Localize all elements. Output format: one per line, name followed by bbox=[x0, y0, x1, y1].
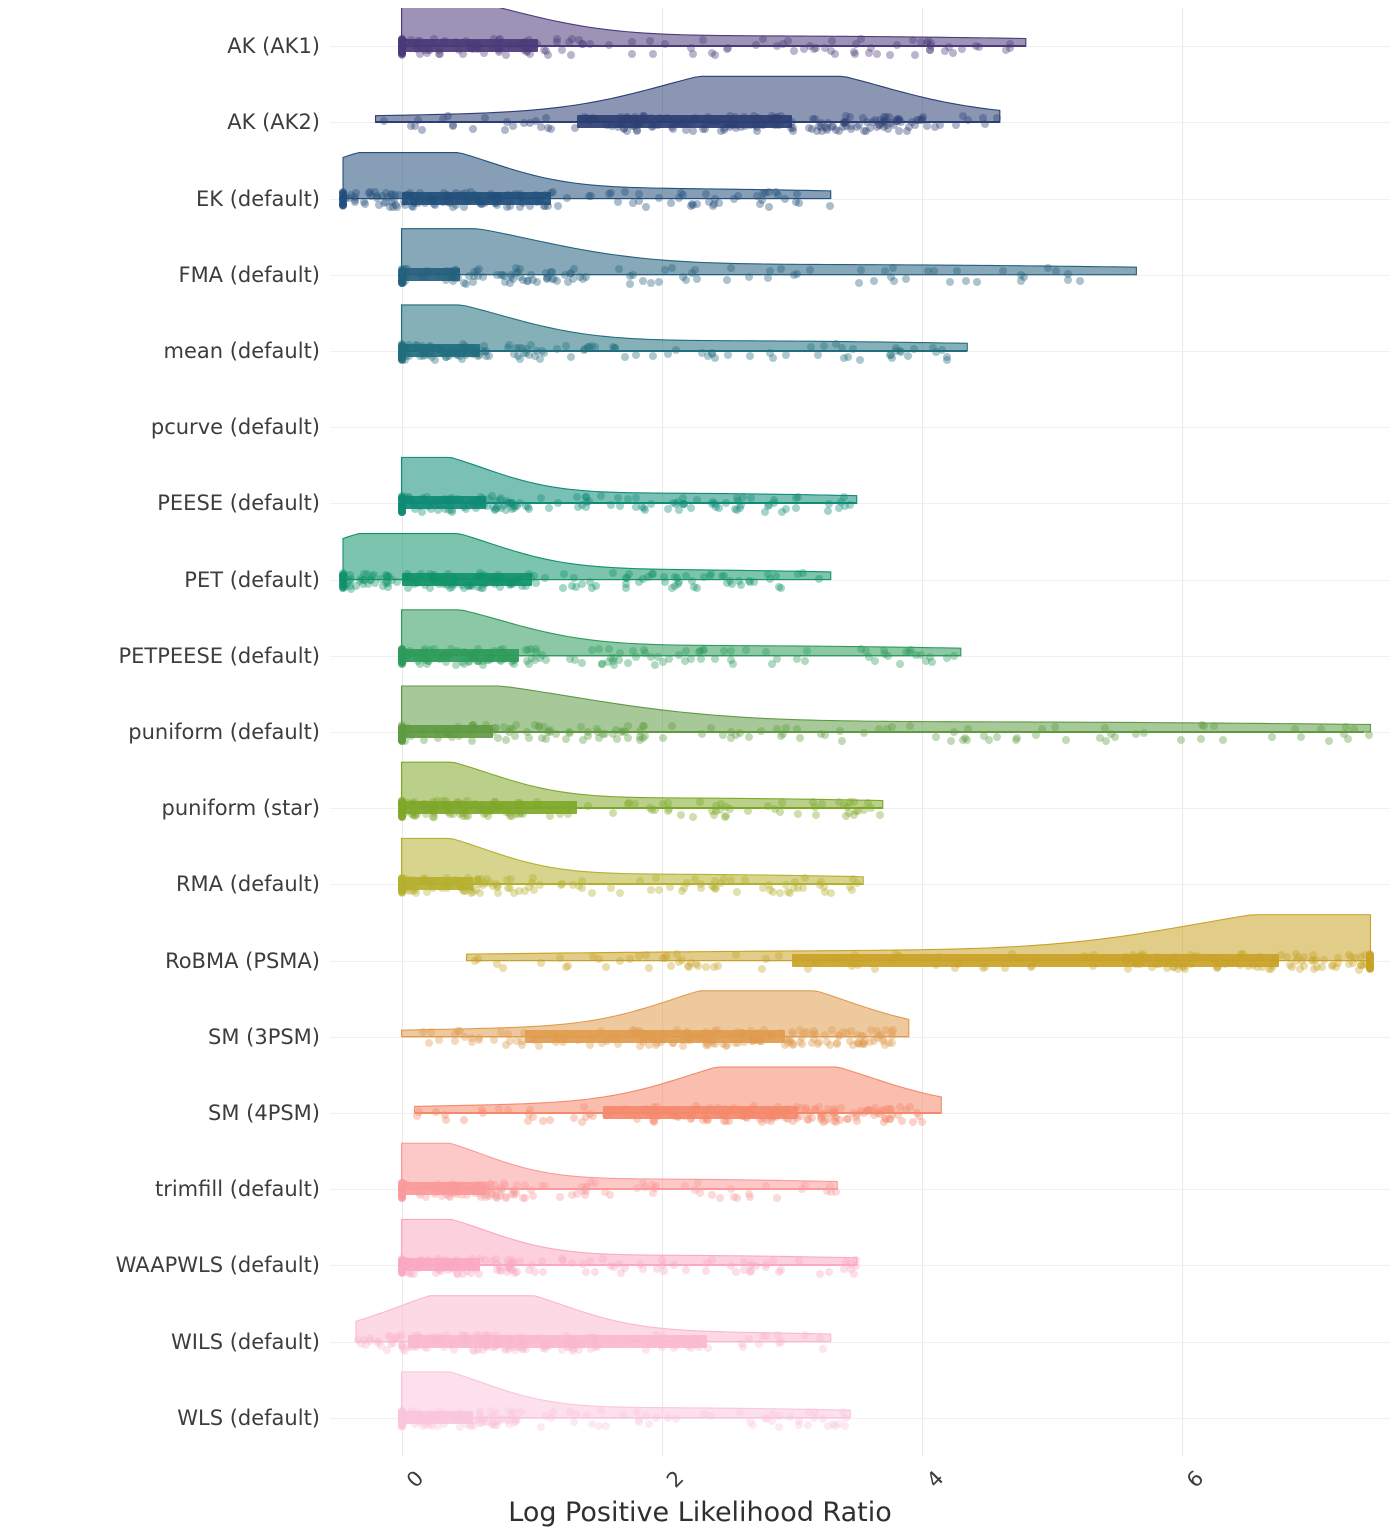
data-point bbox=[752, 41, 760, 49]
category-label: AK (AK1) bbox=[227, 34, 320, 59]
data-point bbox=[565, 38, 573, 46]
category-label: RoBMA (PSMA) bbox=[165, 948, 320, 973]
category-label: WAAPWLS (default) bbox=[115, 1253, 320, 1278]
data-point bbox=[628, 38, 636, 46]
category-label: puniform (star) bbox=[161, 796, 320, 821]
data-point bbox=[661, 40, 669, 48]
data-point bbox=[873, 50, 881, 58]
data-point bbox=[628, 50, 636, 58]
data-point bbox=[790, 47, 798, 55]
data-point bbox=[529, 41, 537, 49]
data-point bbox=[646, 37, 654, 45]
data-point bbox=[398, 46, 406, 54]
category-label: WILS (default) bbox=[171, 1329, 320, 1354]
data-point bbox=[911, 51, 919, 59]
data-point bbox=[724, 44, 732, 52]
data-point bbox=[466, 44, 474, 52]
data-point bbox=[699, 36, 707, 44]
category-label: FMA (default) bbox=[178, 262, 320, 287]
category-label: SM (4PSM) bbox=[208, 1101, 320, 1126]
data-point bbox=[474, 43, 482, 51]
data-point bbox=[831, 50, 839, 58]
category-label: pcurve (default) bbox=[150, 415, 320, 440]
category-label: mean (default) bbox=[163, 338, 320, 363]
data-point bbox=[558, 46, 566, 54]
data-point bbox=[586, 40, 594, 48]
data-point bbox=[708, 49, 716, 57]
x-tick-label: 4 bbox=[921, 1466, 949, 1493]
data-point bbox=[886, 51, 894, 59]
data-point bbox=[649, 50, 657, 58]
data-point bbox=[821, 44, 829, 52]
data-point bbox=[506, 42, 514, 50]
x-tick-label: 6 bbox=[1181, 1466, 1209, 1493]
data-point bbox=[759, 35, 767, 43]
data-point bbox=[865, 49, 873, 57]
data-point bbox=[459, 50, 467, 58]
category-label: PET (default) bbox=[184, 567, 320, 592]
plot-panel bbox=[330, 8, 1390, 1456]
category-label: PEESE (default) bbox=[157, 491, 320, 516]
data-point bbox=[416, 50, 424, 58]
data-point bbox=[520, 46, 528, 54]
data-point bbox=[414, 37, 422, 45]
category-label: AK (AK2) bbox=[227, 110, 320, 135]
data-point bbox=[687, 44, 695, 52]
data-point bbox=[502, 51, 510, 59]
data-point bbox=[852, 40, 860, 48]
category-label: WLS (default) bbox=[177, 1405, 320, 1430]
x-axis-title: Log Positive Likelihood Ratio bbox=[508, 1497, 892, 1528]
data-point bbox=[800, 45, 808, 53]
data-point bbox=[972, 42, 980, 50]
category-label: RMA (default) bbox=[175, 872, 320, 897]
data-point bbox=[958, 45, 966, 53]
data-point bbox=[441, 37, 449, 45]
data-point bbox=[893, 41, 901, 49]
data-point bbox=[917, 38, 925, 46]
data-point bbox=[495, 46, 503, 54]
category-label: EK (default) bbox=[196, 186, 320, 211]
data-point bbox=[945, 43, 953, 51]
category-label: PETPEESE (default) bbox=[118, 643, 320, 668]
x-tick-label: 0 bbox=[401, 1466, 428, 1493]
category-label: puniform (default) bbox=[128, 720, 320, 744]
data-point bbox=[452, 38, 460, 46]
data-point bbox=[851, 50, 859, 58]
data-point bbox=[567, 51, 575, 59]
data-point bbox=[812, 44, 820, 52]
data-point bbox=[779, 40, 787, 48]
data-point bbox=[544, 51, 552, 59]
category-label: SM (3PSM) bbox=[208, 1024, 320, 1049]
data-point bbox=[926, 46, 934, 54]
data-point bbox=[436, 50, 444, 58]
data-point bbox=[1002, 46, 1010, 54]
data-point bbox=[553, 35, 561, 43]
x-tick-label: 2 bbox=[661, 1466, 689, 1493]
data-point bbox=[424, 46, 432, 54]
data-point bbox=[605, 41, 613, 49]
data-point bbox=[398, 39, 406, 47]
data-point bbox=[828, 37, 836, 45]
data-point bbox=[909, 36, 917, 44]
data-points bbox=[330, 8, 1390, 1456]
category-label: trimfill (default) bbox=[154, 1177, 320, 1202]
